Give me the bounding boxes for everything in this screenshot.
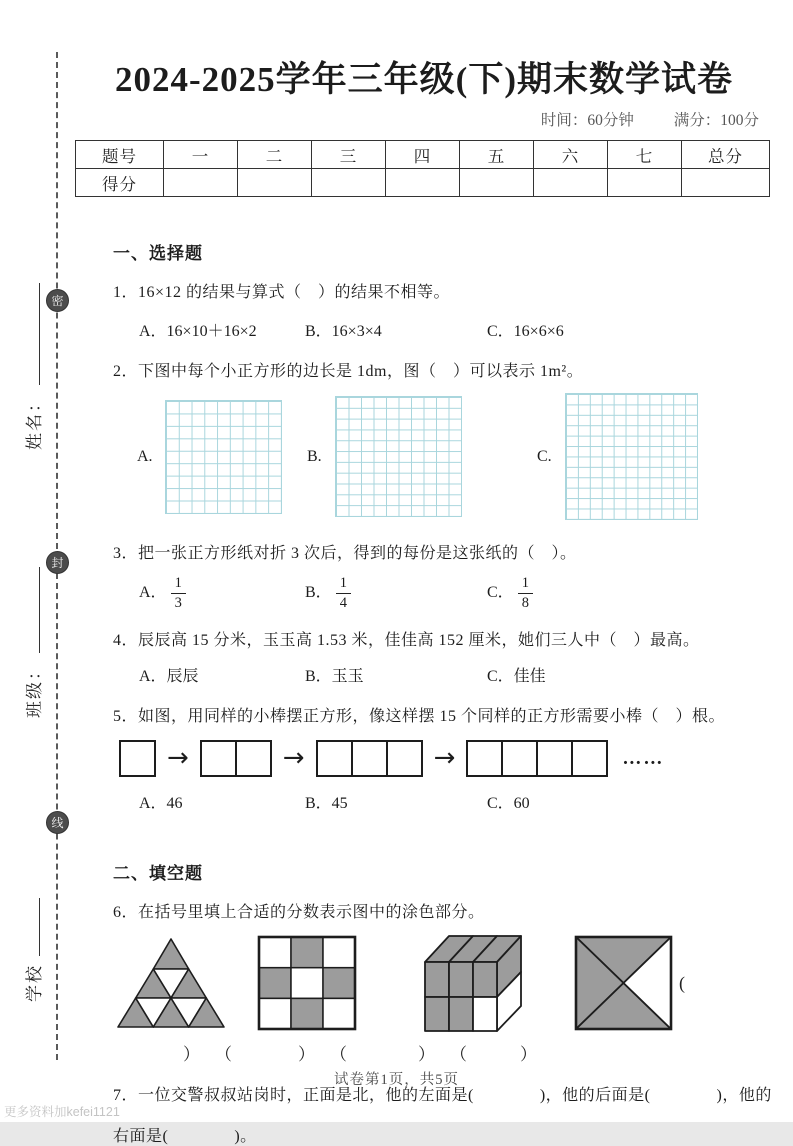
question-6-text: 6．在括号里填上合适的分数表示图中的涂色部分。	[113, 904, 485, 922]
score-table-score-row	[76, 169, 770, 197]
question-1-text: 1．16×12 的结果与算式（ ）的结果不相等。	[113, 284, 451, 301]
section-2-heading: 二、填空题	[113, 864, 203, 884]
score-col-2: 二	[238, 141, 312, 169]
q2-label-c: C.	[537, 447, 552, 465]
time-limit: 时间：60分钟	[540, 112, 634, 129]
grid-square-fraction-figure	[257, 935, 357, 1031]
question-4-options	[75, 663, 773, 686]
question-4-text: 4．辰辰高 15 分米，玉玉高 1.53 米，佳佳高 152 厘米，她们三人中（ ）最高。	[113, 632, 700, 650]
q4-option-b: B．玉玉	[305, 668, 364, 686]
q3-option-a	[139, 575, 305, 611]
score-cell[interactable]	[312, 169, 386, 197]
triangle-fraction-figure	[115, 936, 227, 1030]
stick-square	[386, 740, 423, 777]
stick-square	[200, 740, 237, 777]
stick-squares-group-3	[316, 740, 423, 777]
stick-square	[536, 740, 573, 777]
q5-option-a: A．46	[139, 795, 183, 813]
q1-option-b: B．16×3×4	[305, 323, 382, 340]
q3-option-b-label: B．	[305, 583, 332, 601]
q2-label-b: B.	[307, 447, 322, 465]
question-2-figures	[75, 393, 773, 520]
score-cell[interactable]	[608, 169, 682, 197]
name-field	[20, 283, 45, 450]
page-number-footer: 试卷第1页，共5页	[334, 1072, 459, 1088]
score-col-1: 一	[164, 141, 238, 169]
score-cell[interactable]	[534, 169, 608, 197]
question-7-line-2: 右面是( )。	[113, 1128, 257, 1146]
stick-square	[466, 740, 503, 777]
seal-char-xian: 线	[46, 811, 69, 834]
class-field	[20, 567, 45, 718]
cube-fraction-figure	[422, 932, 524, 1034]
q1-option-c: C．16×6×6	[487, 323, 564, 340]
answer-paren: （	[450, 1045, 467, 1065]
q5-figure	[75, 740, 773, 777]
section-1-heading: 一、选择题	[113, 244, 203, 263]
main-content	[75, 0, 773, 1146]
answer-paren: （	[330, 1045, 347, 1065]
question-5-options	[75, 790, 773, 813]
seal-char-feng: 封	[46, 551, 69, 574]
right-arrow-icon: →	[282, 743, 305, 774]
q2-label-a: A.	[137, 447, 153, 465]
q3-option-b	[305, 575, 487, 611]
right-arrow-icon: →	[433, 743, 456, 774]
q5-option-c: C．60	[487, 795, 530, 813]
page-title: 2024-2025学年三年级(下)期末数学试卷	[115, 60, 733, 99]
q4-option-c: C．佳佳	[487, 668, 546, 686]
score-row-label: 得分	[76, 169, 164, 197]
fraction-one-eighth: $\frac{1}{8}$	[518, 575, 533, 611]
ellipsis-continuation: ……	[622, 747, 665, 769]
fraction-one-quarter: $\frac{1}{4}$	[336, 575, 351, 611]
score-cell[interactable]	[460, 169, 534, 197]
stick-square	[351, 740, 388, 777]
name-blank-line[interactable]	[35, 283, 40, 385]
score-cell[interactable]	[238, 169, 312, 197]
answer-paren: ）	[298, 1045, 315, 1065]
answer-paren: ）	[520, 1045, 537, 1065]
q4-option-a: A．辰辰	[139, 668, 199, 686]
stick-squares-group-1	[119, 740, 156, 777]
score-col-5: 五	[460, 141, 534, 169]
watermark-text: 更多资料加kefei1121	[4, 1105, 120, 1119]
stick-square	[316, 740, 353, 777]
school-blank-line[interactable]	[35, 898, 40, 956]
score-table-header-row	[76, 141, 770, 169]
q3-option-c	[487, 575, 533, 611]
score-col-total: 总分	[682, 141, 770, 169]
class-blank-line[interactable]	[35, 567, 40, 653]
q6-answer-parens-row	[75, 1040, 773, 1066]
question-1-options	[75, 318, 773, 341]
score-col-6: 六	[534, 141, 608, 169]
score-cell[interactable]	[386, 169, 460, 197]
question-7-line-1: 7．一位交警叔叔站岗时，正面是北，他的左面是( )，他的后面是( )，他的	[113, 1087, 772, 1105]
stick-squares-group-4	[466, 740, 608, 777]
q3-option-c-label: C．	[487, 583, 514, 601]
score-table-corner: 题号	[76, 141, 164, 169]
stick-square	[235, 740, 272, 777]
answer-paren: ）	[418, 1045, 435, 1065]
stick-square	[119, 740, 156, 777]
right-arrow-icon: →	[167, 743, 189, 774]
q3-option-a-label: A．	[139, 583, 167, 601]
score-col-4: 四	[386, 141, 460, 169]
name-label: 姓名：	[25, 393, 44, 450]
class-label: 班级：	[25, 661, 44, 718]
score-cell[interactable]	[164, 169, 238, 197]
question-3-text: 3．把一张正方形纸对折 3 次后，得到的每份是这张纸的（ ）。	[113, 545, 577, 562]
diagonal-square-fraction-figure	[574, 935, 673, 1031]
q2-grid-figure-b	[335, 396, 462, 517]
question-5-text: 5．如图，用同样的小棒摆正方形，像这样摆 15 个同样的正方形需要小棒（ ）根。	[113, 708, 726, 726]
question-6-figures	[75, 932, 773, 1034]
stick-squares-group-2	[200, 740, 272, 777]
q2-grid-figure-a	[165, 400, 282, 514]
answer-paren: ）	[183, 1045, 200, 1065]
score-cell-total[interactable]	[682, 169, 770, 197]
stick-square	[571, 740, 608, 777]
q1-option-a: A．16×10＋16×2	[139, 323, 257, 340]
seal-char-mi: 密	[46, 289, 69, 312]
question-3-options	[75, 575, 773, 611]
score-col-3: 三	[312, 141, 386, 169]
school-field	[20, 898, 45, 1002]
q2-grid-figure-c	[565, 393, 698, 520]
question-2-text: 2．下图中每个小正方形的边长是 1dm，图（ ）可以表示 1m²。	[113, 363, 584, 380]
school-label: 学校	[25, 964, 44, 1002]
exam-meta	[75, 108, 773, 130]
score-table	[75, 140, 770, 197]
stick-square	[501, 740, 538, 777]
score-col-7: 七	[608, 141, 682, 169]
fraction-one-third: $\frac{1}{3}$	[171, 575, 186, 611]
q6-answer-open-paren: (	[679, 972, 685, 993]
answer-paren: （	[215, 1045, 232, 1065]
q5-option-b: B．45	[305, 795, 348, 813]
full-score: 满分：100分	[673, 112, 759, 129]
